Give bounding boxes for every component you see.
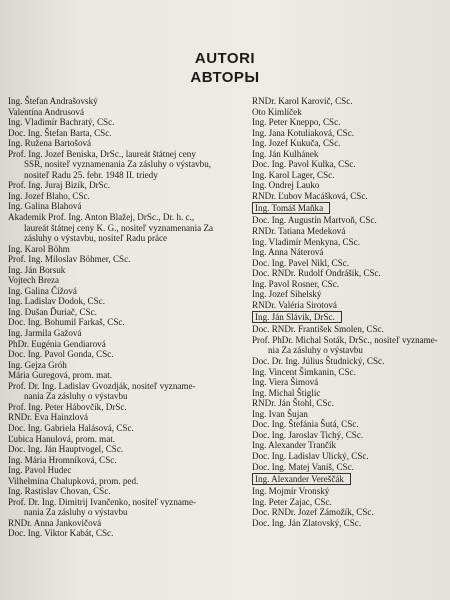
author-entry — [8, 117, 240, 128]
boxed-author-name: Ing. Tomáš Maňka — [252, 202, 330, 214]
author-entry — [8, 518, 240, 529]
author-name: Doc. Ing. Pavel Nikl, CSc. — [252, 257, 349, 268]
author-entry — [8, 275, 240, 286]
author-name: Doc. Ing. Viktor Kabát, CSc. — [8, 528, 114, 539]
author-name — [252, 310, 450, 324]
author-name: Ing. Rastislav Chovan, CSc. — [8, 486, 111, 497]
author-name: Doc. Ing. Gabriela Halásová, CSc. — [8, 422, 134, 433]
author-name: Ing. Mária Hromníková, CSc. — [8, 454, 117, 465]
author-name: Oto Kimlíček — [252, 106, 302, 117]
author-name: Doc. Dr. Ing. Július Študnický, CSc. — [252, 356, 385, 367]
author-name: Prof. Ing. Juraj Bizík, DrSc. — [8, 180, 111, 191]
author-entry — [8, 486, 240, 497]
author-honor-continuation: nia Za zásluhy o výstavbu — [268, 345, 363, 356]
author-name: Ing. Dušan Ďuriač, CSc. — [8, 306, 97, 317]
author-name: Ing. Pavol Rosner, CSc. — [252, 278, 340, 289]
boxed-author-name: Ing. Alexander Vereščák — [252, 473, 351, 485]
author-name: Doc. Ing. Pavol Gonda, CSc. — [8, 349, 114, 360]
author-entry — [252, 486, 450, 497]
author-name: Prof. Ing. Miloslav Böhmer, CSc. — [8, 254, 131, 265]
author-entry — [252, 149, 450, 160]
author-entry — [8, 149, 240, 181]
author-entry — [252, 462, 450, 473]
author-name: Ing. Gejza Gróh — [8, 359, 67, 370]
author-entry — [8, 212, 240, 244]
author-entry — [252, 117, 450, 128]
author-entry — [8, 328, 240, 339]
author-entry — [252, 237, 450, 248]
author-name: Ing. Galina Blahová — [8, 201, 82, 212]
author-entry — [8, 434, 240, 445]
author-entry — [8, 423, 240, 434]
author-entry — [8, 296, 240, 307]
author-name: Akademik Prof. Ing. Anton Blažej, DrSc., Dr. h. c., — [8, 212, 195, 223]
author-honor-continuation: SSR, nositeľ vyznamenania Za zásluhy o výstavbu, — [24, 159, 212, 170]
author-name: Ing. Vladimír Menkyna, CSc. — [252, 236, 360, 247]
author-name: Ing. Michal Štiglic — [252, 387, 321, 398]
author-entry — [8, 138, 240, 149]
author-name: Ing. Jozef Blaho, CSc. — [8, 190, 90, 201]
author-entry — [8, 307, 240, 318]
author-entry — [252, 324, 450, 335]
author-name: RNDr. Eva Hainzlová — [8, 412, 89, 423]
author-name: Ľubica Hanulová, prom. mat. — [8, 433, 116, 444]
author-name: RNDr. Anna Jankovičová — [8, 517, 102, 528]
author-name: Ing. Vincent Šimkanin, CSc. — [252, 366, 356, 377]
author-entry — [8, 360, 240, 371]
author-name: Ing. Galina Čížová — [8, 285, 77, 296]
author-entry — [252, 398, 450, 409]
author-entry — [252, 451, 450, 462]
author-entry — [8, 402, 240, 413]
author-entry — [8, 476, 240, 487]
author-name: RNDr. Ján Štohl, CSc. — [252, 398, 334, 409]
author-name: Ing. Ján Kulhánek — [252, 148, 319, 159]
author-entry — [8, 180, 240, 191]
author-name: Ing. Ružena Bartošová — [8, 138, 92, 149]
author-name: Prof. Ing. Peter Hábovčík, DrSc. — [8, 401, 127, 412]
author-entry — [8, 96, 240, 107]
author-entry — [252, 430, 450, 441]
author-entry — [8, 412, 240, 423]
author-name: RNDr. Ľubov Macášková, CSc. — [252, 190, 368, 201]
author-name: Prof. PhDr. Michal Soták, DrSc., nositeľ vyzname- — [252, 334, 438, 345]
author-honor-continuation: nositeľ Radu 25. febr. 1948 II. triedy — [24, 169, 158, 180]
author-name: Vilhelmína Chalupková, prom. ped. — [8, 475, 139, 486]
author-entry — [252, 419, 450, 430]
author-entry — [252, 279, 450, 290]
author-entry — [8, 339, 240, 350]
author-name: Prof. Dr. Ing. Dimitrij Ivančenko, nositeľ vyzname- — [8, 496, 197, 507]
author-name: Doc. Ing. Ján Zlatovský, CSc. — [252, 517, 362, 528]
author-entry — [8, 201, 240, 212]
author-entry — [252, 247, 450, 258]
page-title: AUTORI — [194, 50, 256, 67]
author-name: Doc. Ing. Ján Hauptvogel, CSc. — [8, 444, 124, 455]
author-entry — [8, 370, 240, 381]
author-name: Doc. RNDr. Rudolf Ondrášik, CSc. — [252, 268, 381, 279]
author-name: RNDr. Valéria Sirotová — [252, 299, 337, 310]
author-honor-continuation: laureát štátnej ceny K. G., nositeľ vyznamenania Za — [24, 222, 214, 233]
authors-list-right — [252, 96, 450, 528]
author-entry — [252, 128, 450, 139]
author-entry — [8, 128, 240, 139]
author-entry — [8, 455, 240, 466]
author-entry — [252, 335, 450, 356]
author-name: Ing. Alexander Trančík — [252, 440, 337, 451]
author-entry — [8, 528, 240, 539]
author-entry — [8, 244, 240, 255]
author-entry — [252, 107, 450, 118]
author-name: Ing. Mojmír Vronský — [252, 486, 330, 497]
author-entry — [252, 159, 450, 170]
author-name: Ing. Ondrej Lauko — [252, 180, 320, 191]
author-entry — [8, 265, 240, 276]
author-entry — [252, 215, 450, 226]
author-entry — [252, 191, 450, 202]
author-entry — [252, 507, 450, 518]
author-entry — [8, 191, 240, 202]
author-entry — [252, 300, 450, 311]
author-entry — [8, 465, 240, 476]
author-name: Doc. Ing. Pavol Kulka, CSc. — [252, 159, 356, 170]
author-name: Doc. Ing. Bohumil Farkaš, CSc. — [8, 317, 125, 328]
author-entry — [252, 409, 450, 420]
page-header — [0, 50, 450, 86]
author-entry — [252, 268, 450, 279]
author-name: Doc. Ing. Štefan Barta, CSc. — [8, 127, 112, 138]
author-name: Prof. Ing. Jozef Beniska, DrSc., laureát štátnej ceny — [8, 148, 196, 159]
author-entry — [252, 226, 450, 237]
author-name: Ing. Jozef Kukuča, CSc. — [252, 138, 341, 149]
author-name: Doc. Ing. Štefánia Šutá, CSc. — [252, 419, 359, 430]
author-entry — [252, 367, 450, 378]
author-name: Ing. Jozef Sihelský — [252, 289, 322, 300]
page-subtitle: АВТОРЫ — [190, 69, 260, 86]
author-entry — [252, 138, 450, 149]
author-name: Doc. RNDr. František Smolen, CSc. — [252, 324, 384, 335]
author-entry — [8, 107, 240, 118]
author-name: Ing. Ján Borsuk — [8, 264, 66, 275]
author-name: Doc. RNDr. Jozef Zámožík, CSc. — [252, 507, 374, 518]
author-entry — [8, 444, 240, 455]
author-name — [252, 472, 450, 486]
author-entry — [252, 96, 450, 107]
author-honor-continuation: zásluhy o výstavbu, nositeľ Radu práce — [24, 233, 168, 244]
author-name: Mária Guregová, prom. mat. — [8, 370, 113, 381]
author-entry — [252, 497, 450, 508]
author-name: RNDr. Karol Karovič, CSc. — [252, 96, 353, 106]
author-name: Doc. Ing. Ladislav Ulický, CSc. — [252, 450, 369, 461]
author-honor-continuation: nania Za zásluhy o výstavbu — [24, 391, 128, 402]
author-entry — [252, 388, 450, 399]
author-entry — [8, 381, 240, 402]
author-entry — [252, 440, 450, 451]
author-name: PhDr. Eugénia Gendiarová — [8, 338, 106, 349]
author-name: Doc. Ing. Augustín Martvoň, CSc. — [252, 215, 377, 226]
author-name: Ing. Anna Náterová — [252, 247, 324, 258]
author-entry — [8, 286, 240, 297]
author-name: Prof. Dr. Ing. Ladislav Gvozdják, nositeľ vyzname- — [8, 380, 196, 391]
author-name: Doc. Ing. Matej Vaniš, CSc. — [252, 461, 354, 472]
author-name — [252, 201, 450, 215]
author-name: Ing. Ivan Šujan — [252, 408, 308, 419]
author-name: Valentína Andrusová — [8, 106, 85, 117]
author-entry — [252, 170, 450, 181]
author-name: Ing. Vladimír Bachratý, CSc. — [8, 117, 115, 128]
author-entry — [252, 310, 450, 324]
author-entry — [8, 497, 240, 518]
author-name: Ing. Pavol Hudec — [8, 465, 72, 476]
author-name: Vojtech Breza — [8, 275, 60, 286]
author-entry — [8, 317, 240, 328]
author-entry — [252, 258, 450, 269]
author-name: Doc. Ing. Jaroslav Tichý, CSc. — [252, 429, 364, 440]
author-name: Ing. Jana Kotuliaková, CSc. — [252, 127, 355, 138]
author-entry — [252, 289, 450, 300]
author-honor-continuation: nania Za zásluhy o výstavbu — [24, 507, 128, 518]
author-name: Ing. Peter Zajac, CSc. — [252, 496, 332, 507]
author-entry — [8, 254, 240, 265]
author-name: RNDr. Tatiana Medeková — [252, 226, 346, 237]
author-name: Ing. Karol Lager, CSc. — [252, 169, 335, 180]
authors-list-left — [8, 96, 240, 539]
author-name: Ing. Karol Böhm — [8, 243, 70, 254]
author-entry — [252, 472, 450, 486]
author-name: Ing. Ladislav Dodok, CSc. — [8, 296, 105, 307]
author-name: Ing. Viera Šimová — [252, 377, 319, 388]
boxed-author-name: Ing. Ján Slávik, DrSc. — [252, 311, 342, 323]
author-entry — [252, 377, 450, 388]
author-name: Ing. Peter Kneppo, CSc. — [252, 117, 341, 128]
author-entry — [252, 356, 450, 367]
author-entry — [8, 349, 240, 360]
author-name: Ing. Štefan Andrašovský — [8, 96, 98, 106]
author-entry — [252, 180, 450, 191]
author-entry — [252, 201, 450, 215]
author-entry — [252, 518, 450, 529]
author-name: Ing. Jarmila Gažová — [8, 328, 82, 339]
